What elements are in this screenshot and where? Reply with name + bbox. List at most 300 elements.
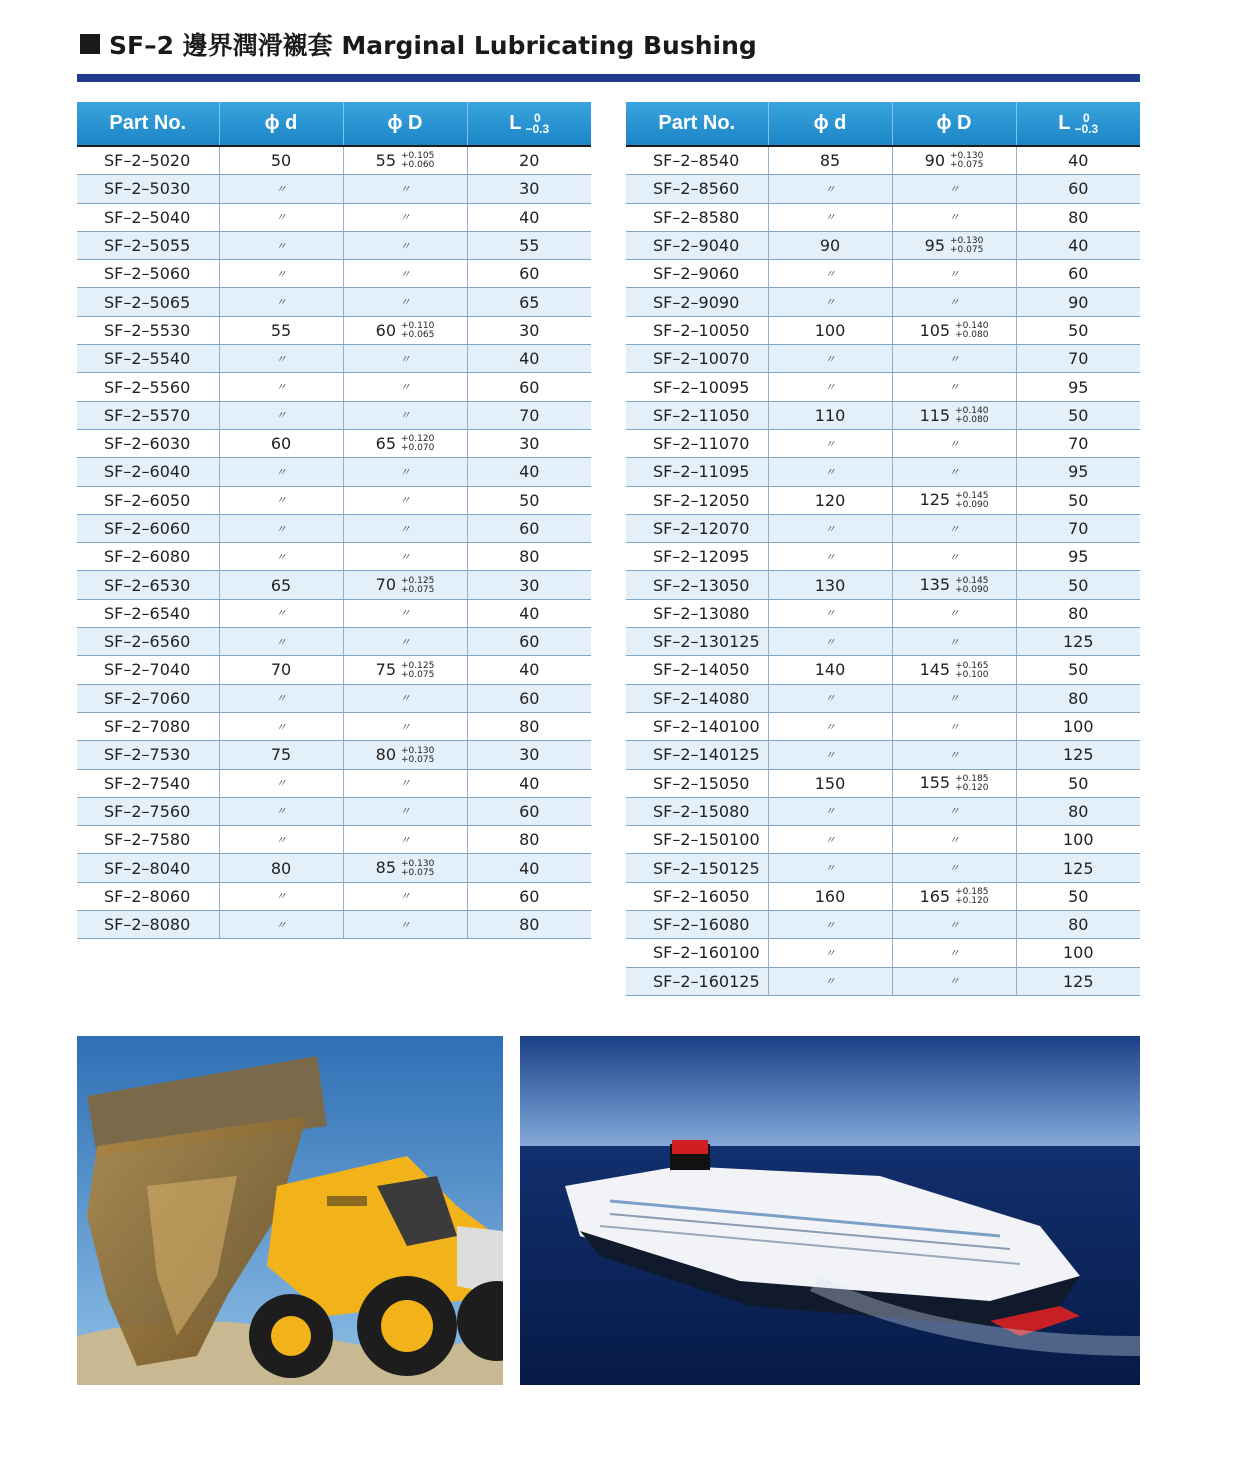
header-length [467,102,591,146]
table-row [77,797,591,825]
outer-diameter-tolerance [401,152,434,170]
inner-diameter-cell: 〃 [768,797,892,825]
tolerance-upper: +0.125 [401,660,435,671]
outer-diameter-cell [343,741,467,769]
outer-diameter-tolerance [955,492,988,510]
length-cell: 40 [467,854,591,882]
table-row [626,599,1140,627]
part-no-cell: SF–2–5560 [77,373,219,401]
part-no-cell: SF–2–8580 [626,203,768,231]
length-cell: 125 [1016,967,1140,995]
outer-diameter-tolerance [401,747,434,765]
outer-diameter-cell [892,231,1016,259]
outer-diameter-value: 95 [924,235,946,255]
inner-diameter-cell: 〃 [219,373,343,401]
part-no-cell: SF–2–10070 [626,345,768,373]
outer-diameter-cell: 〃 [343,175,467,203]
outer-diameter-cell: 〃 [892,599,1016,627]
table-row [77,543,591,571]
part-no-cell: SF–2–14050 [626,656,768,684]
outer-diameter-tolerance [955,407,988,425]
inner-diameter-cell: 〃 [219,260,343,288]
length-cell: 80 [1016,911,1140,939]
tolerance-lower: +0.060 [401,160,435,171]
tolerance-upper: +0.130 [950,236,984,247]
outer-diameter-cell: 〃 [343,599,467,627]
length-cell: 95 [1016,373,1140,401]
part-no-cell: SF–2–5530 [77,316,219,344]
outer-diameter-cell: 〃 [892,797,1016,825]
outer-diameter-cell [892,769,1016,797]
inner-diameter-cell: 50 [219,146,343,175]
inner-diameter-cell: 〃 [768,345,892,373]
outer-diameter-cell: 〃 [892,345,1016,373]
part-no-cell: SF–2–8060 [77,882,219,910]
inner-diameter-cell: 〃 [219,882,343,910]
length-cell: 95 [1016,543,1140,571]
part-no-cell: SF–2–160125 [626,967,768,995]
outer-diameter-cell: 〃 [892,260,1016,288]
length-tolerance-upper: 0 [534,110,541,125]
tolerance-lower: +0.075 [401,669,435,680]
inner-diameter-cell: 〃 [219,203,343,231]
inner-diameter-cell: 55 [219,316,343,344]
outer-diameter-cell [343,429,467,457]
table-row [626,967,1140,995]
table-row [77,571,591,599]
inner-diameter-cell: 〃 [768,288,892,316]
length-cell: 60 [467,882,591,910]
length-cell: 50 [1016,769,1140,797]
header-part-no: Part No. [77,102,219,146]
outer-diameter-tolerance [955,322,988,340]
tolerance-upper: +0.130 [401,745,435,756]
outer-diameter-cell [343,146,467,175]
part-no-cell: SF–2–7540 [77,769,219,797]
inner-diameter-cell: 90 [768,231,892,259]
table-row [77,175,591,203]
inner-diameter-cell: 〃 [768,854,892,882]
header-inner-diameter: ϕ d [768,102,892,146]
inner-diameter-cell: 〃 [768,826,892,854]
table-row [77,373,591,401]
outer-diameter-cell: 〃 [343,543,467,571]
inner-diameter-cell: 〃 [219,712,343,740]
outer-diameter-cell: 〃 [892,911,1016,939]
part-no-cell: SF–2–7080 [77,712,219,740]
inner-diameter-cell: 80 [219,854,343,882]
tolerance-lower: +0.075 [950,245,984,256]
inner-diameter-cell: 〃 [768,458,892,486]
length-cell: 100 [1016,826,1140,854]
length-tolerance [525,110,550,136]
tolerance-upper: +0.165 [955,660,989,671]
part-no-cell: SF–2–6560 [77,628,219,656]
inner-diameter-cell: 〃 [768,741,892,769]
table-row [77,429,591,457]
length-cell: 60 [467,628,591,656]
header-outer-diameter: ϕ D [892,102,1016,146]
length-cell: 40 [467,458,591,486]
table-row [77,203,591,231]
inner-diameter-cell: 〃 [768,514,892,542]
inner-diameter-cell: 70 [219,656,343,684]
outer-diameter-tolerance [401,662,434,680]
outer-diameter-cell: 〃 [892,514,1016,542]
part-no-cell: SF–2–13080 [626,599,768,627]
outer-diameter-tolerance [401,860,434,878]
table-row [626,712,1140,740]
inner-diameter-cell: 〃 [768,203,892,231]
outer-diameter-value: 65 [375,433,397,453]
part-no-cell: SF–2–11050 [626,401,768,429]
right-spec-table [626,102,1140,996]
part-no-cell: SF–2–8080 [77,911,219,939]
part-no-cell: SF–2–6050 [77,486,219,514]
length-cell: 40 [467,656,591,684]
tolerance-lower: +0.070 [401,443,435,454]
left-spec-table [77,102,591,939]
part-no-cell: SF–2–150100 [626,826,768,854]
part-no-cell: SF–2–16050 [626,882,768,910]
length-cell: 80 [1016,684,1140,712]
table-row [77,882,591,910]
length-cell: 40 [1016,146,1140,175]
header-length-label: L [1058,112,1071,134]
table-row [77,288,591,316]
part-no-cell: SF–2–6080 [77,543,219,571]
inner-diameter-cell: 160 [768,882,892,910]
part-no-cell: SF–2–5020 [77,146,219,175]
inner-diameter-cell: 〃 [219,628,343,656]
inner-diameter-cell: 〃 [219,543,343,571]
outer-diameter-value: 85 [375,858,397,878]
outer-diameter-cell: 〃 [343,345,467,373]
part-no-cell: SF–2–7580 [77,826,219,854]
length-cell: 95 [1016,458,1140,486]
tolerance-lower: +0.075 [401,754,435,765]
tolerance-lower: +0.065 [401,330,435,341]
tolerance-upper: +0.145 [955,575,989,586]
length-cell: 40 [467,599,591,627]
table-row [626,175,1140,203]
part-no-cell: SF–2–6540 [77,599,219,627]
header-outer-diameter: ϕ D [343,102,467,146]
table-row [77,628,591,656]
outer-diameter-cell: 〃 [343,911,467,939]
outer-diameter-cell: 〃 [892,175,1016,203]
table-row [77,260,591,288]
outer-diameter-value: 60 [375,320,397,340]
outer-diameter-tolerance [401,435,434,453]
inner-diameter-cell: 〃 [219,911,343,939]
length-cell: 50 [1016,656,1140,684]
part-no-cell: SF–2–12095 [626,543,768,571]
title-rule [77,74,1140,82]
table-row [77,231,591,259]
table-row [626,854,1140,882]
outer-diameter-tolerance [955,662,988,680]
part-no-cell: SF–2–8560 [626,175,768,203]
tolerance-lower: +0.120 [955,782,989,793]
length-cell: 30 [467,571,591,599]
outer-diameter-tolerance [955,577,988,595]
table-header-row [77,102,591,146]
outer-diameter-cell: 〃 [343,712,467,740]
length-cell: 40 [467,203,591,231]
table-row [626,939,1140,967]
tolerance-upper: +0.140 [955,321,989,332]
inner-diameter-cell: 〃 [768,429,892,457]
inner-diameter-cell: 120 [768,486,892,514]
length-cell: 125 [1016,741,1140,769]
inner-diameter-cell: 〃 [219,826,343,854]
outer-diameter-cell [892,882,1016,910]
part-no-cell: SF–2–140125 [626,741,768,769]
length-cell: 80 [1016,599,1140,627]
outer-diameter-tolerance [401,322,434,340]
outer-diameter-value: 145 [919,660,951,680]
inner-diameter-cell: 〃 [219,599,343,627]
inner-diameter-cell: 75 [219,741,343,769]
tolerance-lower: +0.075 [401,867,435,878]
inner-diameter-cell: 〃 [768,175,892,203]
table-header-row [626,102,1140,146]
page-title [80,26,757,62]
part-no-cell: SF–2–10050 [626,316,768,344]
tolerance-lower: +0.120 [955,896,989,907]
outer-diameter-cell [892,571,1016,599]
wheel-loader-photo [77,1036,503,1385]
length-cell: 60 [467,514,591,542]
tolerance-upper: +0.185 [955,773,989,784]
inner-diameter-cell: 〃 [768,599,892,627]
table-row [626,288,1140,316]
table-row [626,571,1140,599]
length-tolerance [1074,110,1099,136]
inner-diameter-cell: 〃 [768,684,892,712]
part-no-cell: SF–2–9060 [626,260,768,288]
outer-diameter-tolerance [950,152,983,170]
length-tolerance-upper: 0 [1083,110,1090,125]
tolerance-lower: +0.080 [955,415,989,426]
part-no-cell: SF–2–8540 [626,146,768,175]
outer-diameter-cell: 〃 [892,628,1016,656]
table-row [77,741,591,769]
inner-diameter-cell: 〃 [768,628,892,656]
table-row [626,543,1140,571]
length-cell: 40 [467,345,591,373]
inner-diameter-cell: 〃 [219,288,343,316]
table-row [626,911,1140,939]
length-cell: 80 [467,911,591,939]
table-row [77,911,591,939]
inner-diameter-cell: 140 [768,656,892,684]
length-cell: 80 [467,543,591,571]
outer-diameter-cell: 〃 [343,797,467,825]
square-bullet-icon [80,34,100,54]
outer-diameter-value: 55 [375,150,397,170]
tolerance-upper: +0.185 [955,887,989,898]
part-no-cell: SF–2–9040 [626,231,768,259]
outer-diameter-cell: 〃 [892,458,1016,486]
outer-diameter-cell: 〃 [892,373,1016,401]
inner-diameter-cell: 〃 [219,401,343,429]
outer-diameter-cell: 〃 [343,288,467,316]
length-cell: 90 [1016,288,1140,316]
part-no-cell: SF–2–6530 [77,571,219,599]
inner-diameter-cell: 〃 [219,486,343,514]
part-no-cell: SF–2–150125 [626,854,768,882]
table-row [626,260,1140,288]
table-row [626,741,1140,769]
length-cell: 80 [1016,797,1140,825]
tolerance-upper: +0.105 [401,151,435,162]
cruise-ship-photo [520,1036,1140,1385]
length-cell: 50 [1016,882,1140,910]
inner-diameter-cell: 150 [768,769,892,797]
table-row [77,769,591,797]
inner-diameter-cell: 〃 [768,543,892,571]
table-row [77,146,591,175]
table-row [77,656,591,684]
table-row [626,203,1140,231]
part-no-cell: SF–2–7530 [77,741,219,769]
table-row [626,429,1140,457]
outer-diameter-cell: 〃 [343,514,467,542]
table-row [626,316,1140,344]
outer-diameter-cell [343,656,467,684]
outer-diameter-value: 125 [919,490,951,510]
outer-diameter-cell [892,401,1016,429]
table-row [626,656,1140,684]
outer-diameter-cell [892,146,1016,175]
header-length [1016,102,1140,146]
inner-diameter-cell: 〃 [768,911,892,939]
inner-diameter-cell: 〃 [768,712,892,740]
tolerance-upper: +0.125 [401,575,435,586]
length-cell: 40 [1016,231,1140,259]
part-no-cell: SF–2–130125 [626,628,768,656]
part-no-cell: SF–2–5540 [77,345,219,373]
table-row [626,882,1140,910]
length-cell: 70 [467,401,591,429]
table-row [77,345,591,373]
part-no-cell: SF–2–5060 [77,260,219,288]
inner-diameter-cell: 〃 [768,260,892,288]
length-cell: 40 [467,769,591,797]
part-no-cell: SF–2–12050 [626,486,768,514]
length-cell: 80 [467,826,591,854]
inner-diameter-cell: 〃 [219,684,343,712]
outer-diameter-tolerance [955,775,988,793]
part-no-cell: SF–2–5030 [77,175,219,203]
header-part-no: Part No. [626,102,768,146]
outer-diameter-cell [343,571,467,599]
table-row [626,684,1140,712]
part-no-cell: SF–2–140100 [626,712,768,740]
inner-diameter-cell: 130 [768,571,892,599]
table-row [77,401,591,429]
length-cell: 60 [467,797,591,825]
length-cell: 60 [1016,260,1140,288]
outer-diameter-value: 90 [924,150,946,170]
inner-diameter-cell: 100 [768,316,892,344]
header-inner-diameter: ϕ d [219,102,343,146]
table-row [77,599,591,627]
table-row [77,486,591,514]
tolerance-lower: +0.090 [955,499,989,510]
part-no-cell: SF–2–12070 [626,514,768,542]
part-no-cell: SF–2–5055 [77,231,219,259]
outer-diameter-value: 70 [375,575,397,595]
part-no-cell: SF–2–13050 [626,571,768,599]
outer-diameter-tolerance [950,237,983,255]
part-no-cell: SF–2–9090 [626,288,768,316]
length-cell: 60 [467,260,591,288]
length-cell: 60 [467,373,591,401]
table-row [626,486,1140,514]
table-row [626,797,1140,825]
inner-diameter-cell: 〃 [219,769,343,797]
outer-diameter-cell: 〃 [343,458,467,486]
tolerance-lower: +0.080 [955,330,989,341]
table-row [626,826,1140,854]
outer-diameter-cell [892,656,1016,684]
outer-diameter-cell: 〃 [343,769,467,797]
inner-diameter-cell: 〃 [219,175,343,203]
part-no-cell: SF–2–15050 [626,769,768,797]
inner-diameter-cell: 〃 [219,231,343,259]
table-row [77,712,591,740]
outer-diameter-cell: 〃 [343,260,467,288]
length-cell: 50 [1016,486,1140,514]
outer-diameter-cell: 〃 [892,712,1016,740]
inner-diameter-cell: 〃 [219,458,343,486]
length-cell: 65 [467,288,591,316]
length-cell: 20 [467,146,591,175]
inner-diameter-cell: 〃 [768,967,892,995]
inner-diameter-cell: 〃 [768,939,892,967]
outer-diameter-cell [343,316,467,344]
outer-diameter-value: 105 [919,320,951,340]
outer-diameter-cell: 〃 [892,684,1016,712]
part-no-cell: SF–2–16080 [626,911,768,939]
length-cell: 30 [467,316,591,344]
table-row [77,514,591,542]
table-row [77,684,591,712]
table-row [626,628,1140,656]
tolerance-upper: +0.130 [950,151,984,162]
tolerance-lower: +0.100 [955,669,989,680]
table-row [626,401,1140,429]
length-cell: 80 [467,712,591,740]
length-cell: 30 [467,741,591,769]
outer-diameter-cell: 〃 [343,684,467,712]
outer-diameter-cell: 〃 [343,373,467,401]
length-cell: 125 [1016,628,1140,656]
outer-diameter-cell: 〃 [343,882,467,910]
length-cell: 100 [1016,939,1140,967]
tolerance-lower: +0.075 [401,584,435,595]
table-row [77,826,591,854]
page-title-text: SF–2 邊界潤滑襯套 Marginal Lubricating Bushing [109,31,757,60]
table-row [77,458,591,486]
part-no-cell: SF–2–5570 [77,401,219,429]
inner-diameter-cell: 〃 [219,345,343,373]
part-no-cell: SF–2–7560 [77,797,219,825]
length-cell: 70 [1016,514,1140,542]
